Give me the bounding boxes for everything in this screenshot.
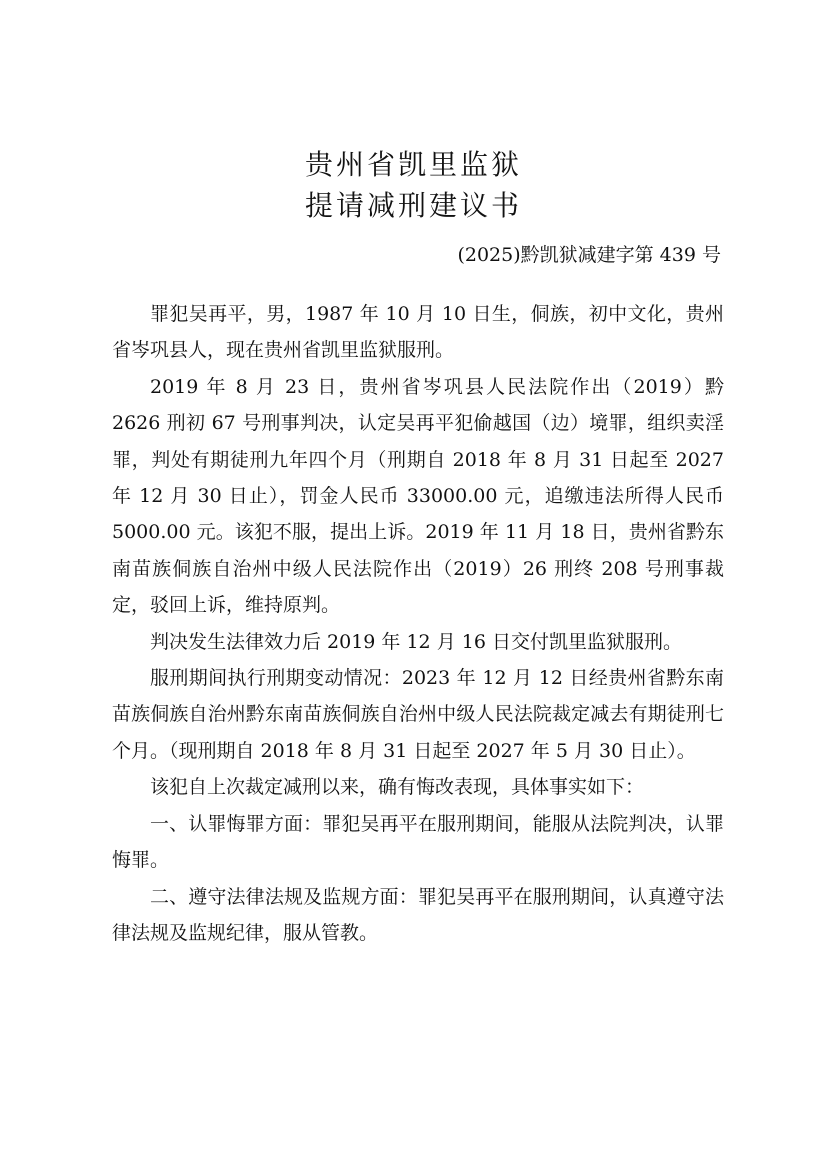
title-line-1: 贵州省凯里监狱 xyxy=(304,148,522,181)
paragraph-judgment: 2019 年 8 月 23 日，贵州省岑巩县人民法院作出（2019）黔 2626 刑初 67 号刑事判决，认定吴再平犯偷越国（边）境罪，组织卖淫罪，判处有期徒刑九年四个月（刑期自 2018 年 8 月 31 日起至 2027 年 12 月 30 日止），罚金人民币 33000.00 元，追缴违法所得人民币 5000.00 元。该犯不服，提出上诉。2019 年 11 月 18 日，贵州省黔东南苗族侗族自治州中级人民法院作出（2019）26 刑终 208 号刑事裁定，驳回上诉，维持原判。 xyxy=(112,375,724,617)
paragraph-compliance: 二、遵守法律法规及监规方面：罪犯吴再平在服刑期间，认真遵守法律法规及监规纪律，服从管教。 xyxy=(112,885,724,944)
paragraph-repentance-intro: 该犯自上次裁定减刑以来，确有悔改表现，具体事实如下： xyxy=(150,776,645,799)
paragraph-delivery: 判决发生法律效力后 2019 年 12 月 16 日交付凯里监狱服刑。 xyxy=(150,630,682,653)
document-number: (2025)黔凯狱减建字第 439 号 xyxy=(457,244,721,266)
paragraph-admission-of-guilt: 一、认罪悔罪方面：罪犯吴再平在服刑期间，能服从法院判决，认罪悔罪。 xyxy=(112,812,724,872)
paragraph-sentence-change: 服刑期间执行刑期变动情况：2023 年 12 月 12 日经贵州省黔东南苗族侗族自治州黔东南苗族侗族自治州中级人民法院裁定减去有期徒刑七个月。（现刑期自 2018 年 8 月 31 日起至 2027 年 5 月 30 日止）。 xyxy=(112,667,724,762)
document-body xyxy=(112,296,724,951)
paragraph-offender-info: 罪犯吴再平，男，1987 年 10 月 10 日生，侗族，初中文化，贵州省岑巩县人，现在贵州省凯里监狱服刑。 xyxy=(112,303,724,362)
title-line-2: 提请减刑建议书 xyxy=(304,189,522,222)
